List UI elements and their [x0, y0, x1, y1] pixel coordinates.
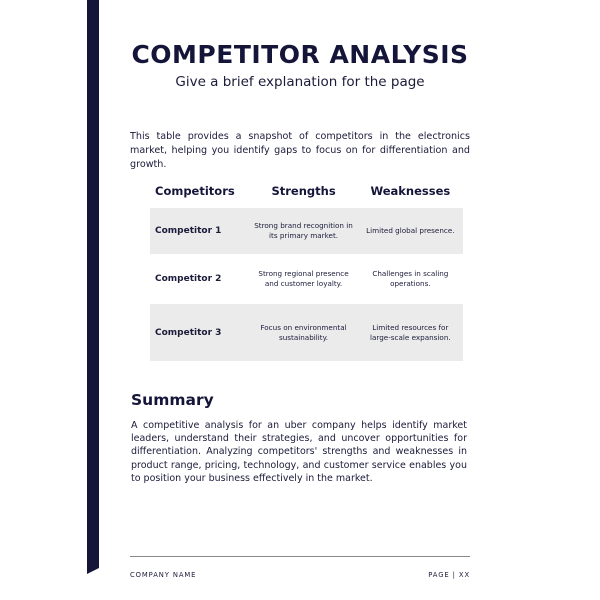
table-header-row [150, 176, 463, 206]
footer-page-number: PAGE | XX [428, 571, 470, 579]
competitor-strength: Focus on environmental sustainability. [260, 322, 347, 342]
column-header-strengths: Strengths [271, 184, 336, 198]
decorative-side-bar [87, 0, 99, 568]
summary-heading: Summary [131, 391, 214, 409]
column-header-competitors: Competitors [155, 184, 235, 198]
summary-paragraph: A competitive analysis for an uber company helps identify market leaders, understand their strategies, and uncover opportunities for differentiation. Analyzing competitors' strengths and weaknesses in product range, pricing, technology, and customer service enables you to position your business effectively in the market. [131, 420, 467, 484]
table-row [150, 256, 463, 302]
competitor-strength: Strong brand recognition in its primary market. [254, 221, 353, 240]
page-subtitle: Give a brief explanation for the page [175, 74, 425, 90]
competitor-strength: Strong regional presence and customer loyalty. [258, 269, 349, 288]
competitor-name: Competitor 3 [155, 327, 222, 338]
competitor-weakness: Challenges in scaling operations. [372, 269, 449, 288]
table-row [150, 304, 463, 361]
intro-paragraph: This table provides a snapshot of competitors in the electronics market, helping you identify gaps to focus on for differentiation and growth. [130, 131, 470, 170]
column-header-weaknesses: Weaknesses [370, 184, 451, 198]
footer-divider [130, 556, 470, 557]
table-row [150, 208, 463, 254]
competitor-table [150, 176, 463, 361]
competitor-weakness: Limited resources for large-scale expansion. [370, 322, 451, 342]
page-title: COMPETITOR ANALYSIS [131, 40, 469, 69]
competitor-weakness: Limited global presence. [366, 226, 455, 235]
competitor-name: Competitor 1 [155, 226, 222, 236]
competitor-name: Competitor 2 [155, 274, 222, 284]
footer-company-name: COMPANY NAME [130, 571, 197, 579]
